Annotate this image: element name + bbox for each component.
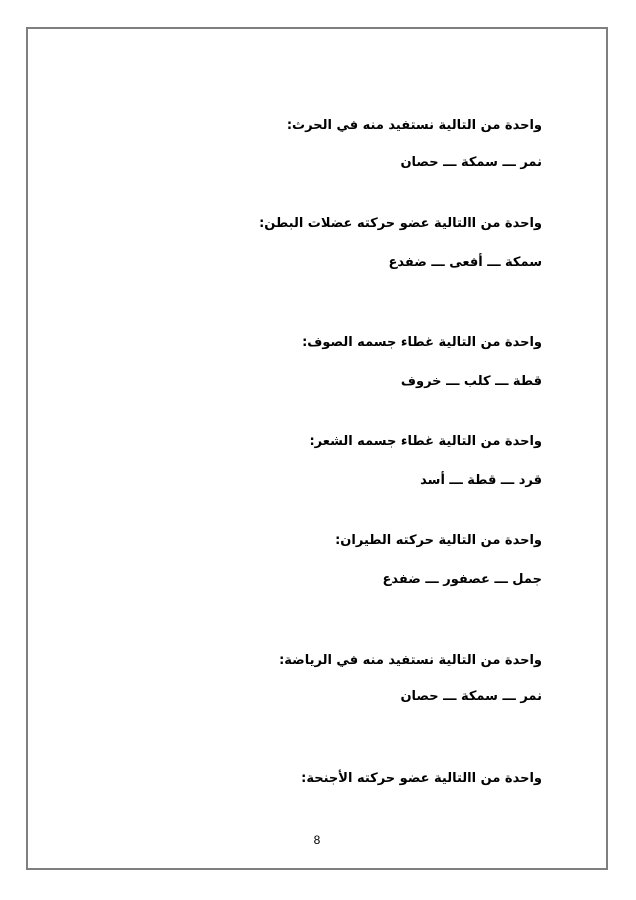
question-1: واحدة من التالية نستفيد منه في الحرث: [286, 118, 542, 133]
options-6: نمر ـــ سمكة ـــ حصان [400, 689, 542, 704]
options-4: قرد ـــ قطة ـــ أسد [420, 473, 542, 488]
question-6: واحدة من التالية نستفيد منه في الرياضة: [279, 653, 542, 668]
question-4: واحدة من التالية غطاء جسمه الشعر: [309, 434, 542, 449]
options-1: نمر ـــ سمكة ـــ حصان [400, 155, 542, 170]
page-number: 8 [313, 833, 321, 847]
question-7: واحدة من االتالية عضو حركته الأجنحة: [301, 771, 542, 786]
options-5: جمل ـــ عصفور ـــ ضفدع [382, 572, 542, 587]
worksheet-page [26, 27, 608, 870]
options-3: قطة ـــ كلب ـــ خروف [400, 374, 542, 389]
question-5: واحدة من التالية حركته الطيران: [335, 533, 542, 548]
question-3: واحدة من التالية غطاء جسمه الصوف: [302, 335, 542, 350]
question-2: واحدة من االتالية عضو حركته عضلات البطن: [259, 216, 542, 231]
options-2: سمكة ـــ أفعى ـــ ضفدع [388, 255, 542, 270]
